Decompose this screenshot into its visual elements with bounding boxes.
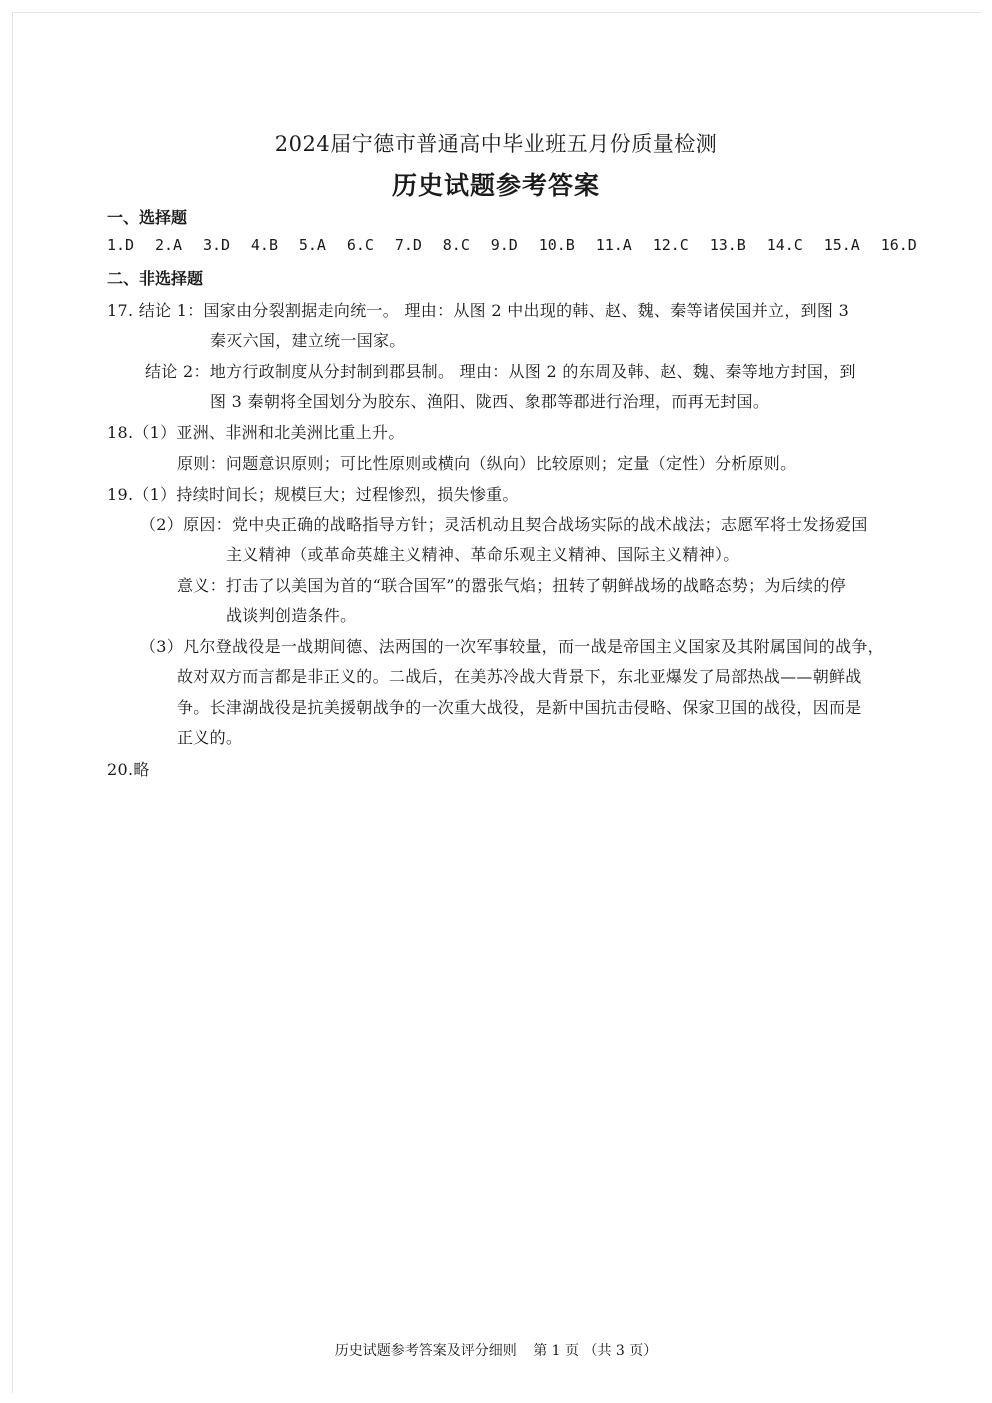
choice-answer: 12.C (652, 236, 689, 254)
answer-line: （3）凡尔登战役是一战期间德、法两国的一次军事较量，而一战是帝国主义国家及其附属国间的战争， (140, 637, 884, 656)
choice-answer: 7.D (394, 236, 422, 254)
choice-answer: 15.A (823, 236, 860, 254)
choice-answer: 16.D (880, 236, 917, 254)
choice-answer: 13.B (709, 236, 746, 254)
answer-line: 秦灭六国，建立统一国家。 (210, 331, 406, 350)
answer-line: 20.略 (107, 760, 150, 779)
choice-answer: 1.D (107, 236, 135, 254)
choice-answer: 10.B (538, 236, 575, 254)
choice-answer: 9.D (490, 236, 518, 254)
answer-line: 18.（1）亚洲、非洲和北美洲比重上升。 (107, 423, 405, 442)
answer-line: 意义：打击了以美国为首的“联合国军”的嚣张气焰；扭转了朝鲜战场的战略态势；为后续的停 (177, 576, 846, 595)
choice-answer: 5.A (298, 236, 326, 254)
answer-line: 图 3 秦朝将全国划分为胶东、渔阳、陇西、象郡等郡进行治理，而再无封国。 (210, 392, 770, 411)
answer-line: 19.（1）持续时间长；规模巨大；过程惨烈，损失惨重。 (107, 485, 519, 504)
answer-line: 结论 2：地方行政制度从分封制到郡县制。 理由：从图 2 的东周及韩、赵、魏、秦等地方封国，到 (145, 362, 856, 381)
answer-line: 17. 结论 1：国家由分裂割据走向统一。 理由：从图 2 中出现的韩、赵、魏、秦等诸侯国并立，到图 3 (107, 301, 850, 320)
choice-answer: 11.A (595, 236, 632, 254)
footer-doc-name: 历史试题参考答案及评分细则 (334, 1343, 517, 1359)
document-subtitle: 历史试题参考答案 (391, 171, 600, 200)
choice-answers-row (107, 236, 917, 254)
answer-line: 争。长津湖战役是抗美援朝战争的一次重大战役，是新中国抗击侵略、保家卫国的战役，因而是 (177, 698, 862, 717)
document-title: 2024届宁德市普通高中毕业班五月份质量检测 (274, 132, 718, 156)
answer-line: 主义精神（或革命英雄主义精神、革命乐观主义精神、国际主义精神）。 (226, 545, 740, 564)
section-heading-nonchoice: 二、非选择题 (107, 269, 204, 288)
choice-answer: 4.B (250, 236, 278, 254)
choice-answer: 8.C (442, 236, 470, 254)
choice-answer: 3.D (202, 236, 231, 254)
choice-answer: 2.A (154, 236, 183, 254)
page-footer (0, 1340, 992, 1360)
answer-line: 战谈判创造条件。 (226, 606, 357, 625)
answer-line: （2）原因：党中央正确的战略指导方针；灵活机动且契合战场实际的战术战法；志愿军将士发扬爱国 (140, 515, 868, 534)
answer-line: 原则：问题意识原则；可比性原则或横向（纵向）比较原则；定量（定性）分析原则。 (177, 454, 797, 473)
answer-line: 故对双方而言都是非正义的。二战后，在美苏冷战大背景下，东北亚爆发了局部热战——朝鲜战 (177, 667, 862, 686)
choice-answer: 14.C (766, 236, 803, 254)
footer-page-info: 第 1 页 （共 3 页） (533, 1343, 658, 1359)
answer-line: 正义的。 (177, 728, 243, 747)
section-heading-choice: 一、选择题 (107, 208, 188, 227)
choice-answer: 6.C (346, 236, 374, 254)
